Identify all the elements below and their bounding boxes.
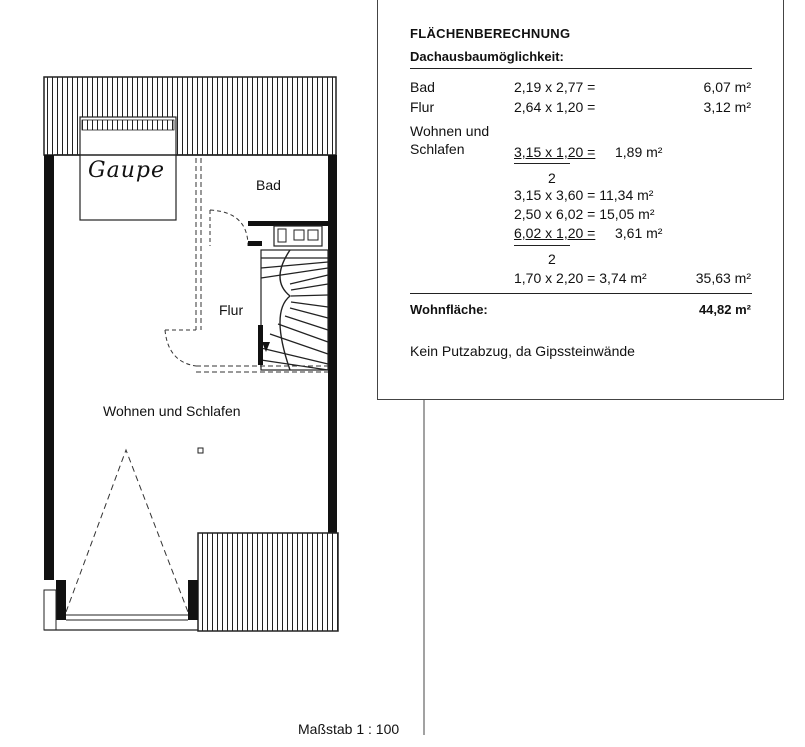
row-wohnen-f1-formula: 3,15 x 1,20 = bbox=[514, 144, 596, 160]
row-wohnen-f3: 2,50 x 6,02 = 15,05 m² bbox=[514, 206, 655, 222]
calc-rule-bottom bbox=[410, 293, 752, 294]
calc-rule-top bbox=[410, 68, 752, 69]
row-bad-total: 6,07 m² bbox=[703, 79, 751, 95]
scale-label: Maßstab 1 : 100 bbox=[298, 721, 400, 737]
row-flur-label: Flur bbox=[410, 99, 435, 115]
calc-note: Kein Putzabzug, da Gipssteinwände bbox=[410, 343, 635, 359]
wohnflaeche-label: Wohnfläche: bbox=[410, 302, 488, 317]
staircase bbox=[261, 250, 328, 370]
row-wohnen-label-1: Wohnen und bbox=[410, 123, 490, 139]
room-label-bad: Bad bbox=[256, 177, 281, 193]
row-wohnen-f5: 1,70 x 2,20 = 3,74 m² bbox=[514, 270, 647, 286]
row-wohnen-f4-formula: 6,02 x 1,20 = bbox=[514, 225, 596, 241]
wohnflaeche-value: 44,82 m² bbox=[698, 302, 751, 317]
row-wohnen-f1-divisor: 2 bbox=[548, 170, 556, 186]
row-wohnen-total: 35,63 m² bbox=[695, 270, 751, 286]
wall-left bbox=[44, 155, 54, 580]
calc-subtitle: Dachausbaumöglichkeit: bbox=[410, 49, 564, 64]
area-calculation-panel bbox=[377, 0, 784, 400]
row-bad-label: Bad bbox=[410, 79, 435, 95]
room-label-flur: Flur bbox=[219, 302, 244, 318]
row-wohnen-f2: 3,15 x 3,60 = 11,34 m² bbox=[514, 187, 654, 203]
row-wohnen-f4-value: 3,61 m² bbox=[615, 225, 663, 241]
dormer-label: Gaupe bbox=[88, 158, 165, 183]
fraction-bar-2 bbox=[514, 245, 570, 246]
row-wohnen-f1-value: 1,89 m² bbox=[615, 144, 663, 160]
row-flur-total: 3,12 m² bbox=[703, 99, 751, 115]
calc-title: FLÄCHENBERECHNUNG bbox=[410, 26, 571, 41]
row-flur-formula: 2,64 x 1,20 = bbox=[514, 99, 596, 115]
room-label-wohnen: Wohnen und Schlafen bbox=[103, 403, 241, 419]
row-wohnen-label-2: Schlafen bbox=[410, 141, 465, 157]
row-wohnen-f4-divisor: 2 bbox=[548, 251, 556, 267]
wall-right bbox=[328, 155, 337, 533]
row-bad-formula: 2,19 x 2,77 = bbox=[514, 79, 596, 95]
roof-band-bottom bbox=[198, 533, 338, 631]
fraction-bar-1 bbox=[514, 163, 570, 164]
